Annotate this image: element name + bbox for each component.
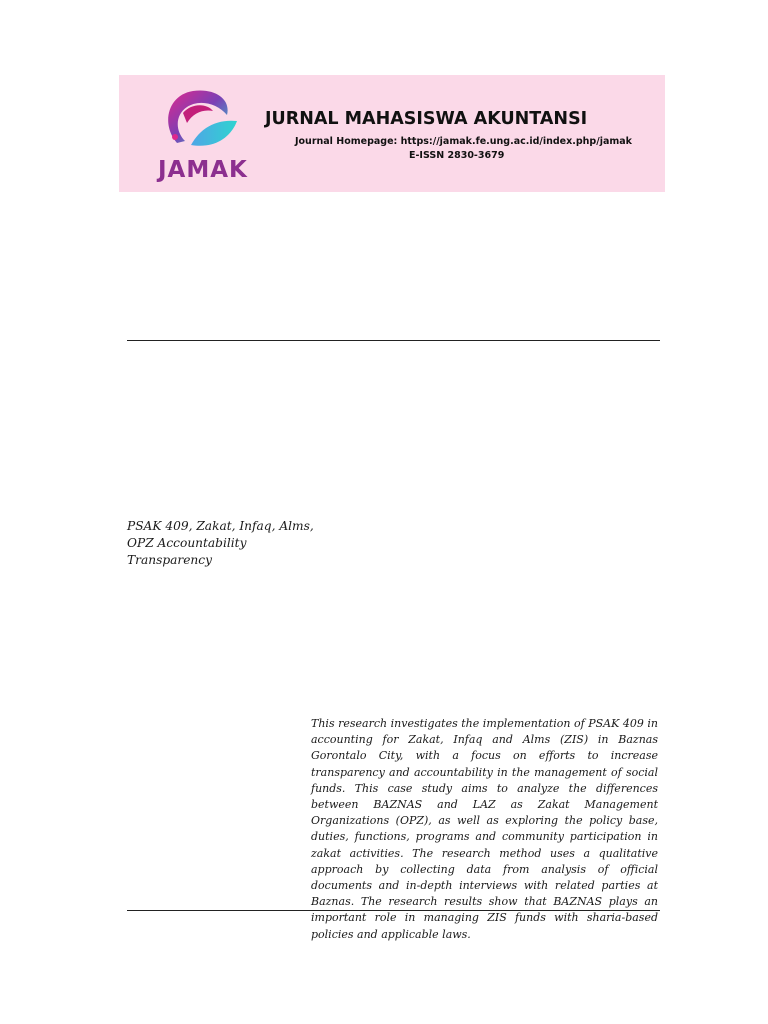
top-divider — [127, 340, 660, 341]
journal-title: JURNAL MAHASISWA AKUNTANSI — [265, 109, 588, 129]
bottom-divider — [127, 910, 660, 911]
keywords-block — [127, 518, 327, 569]
journal-header-banner — [119, 75, 665, 192]
journal-issn: E-ISSN 2830-3679 — [409, 150, 505, 161]
keywords-line: PSAK 409, Zakat, Infaq, Alms, — [127, 519, 314, 533]
jamak-logo-icon — [157, 85, 243, 157]
abstract-text: This research investigates the implementation of PSAK 409 in accounting for Zakat, Infaq and Alms (ZIS) in Baznas Gorontalo City, with a focus on efforts to increase transparency and accountability in the management of social funds. This case study aims to analyze the differences between BAZNAS and LAZ as Zakat Management Organizations (OPZ), as well as exploring the policy base, duties, functions, programs and community participation in zakat activities. The research method uses a qualitative approach by collecting data from analysis of official documents and in-depth interviews with related parties at Baznas. The research results show that BAZNAS plays an important role in managing ZIS funds with sharia-based policies and applicable laws. — [311, 717, 658, 941]
journal-homepage-link[interactable]: Journal Homepage: https://jamak.fe.ung.ac.id/index.php/jamak — [295, 136, 632, 147]
keywords-line: Transparency — [127, 553, 212, 567]
jamak-logo-text: JAMAK — [158, 157, 248, 183]
keywords-line: OPZ Accountability — [127, 536, 247, 550]
